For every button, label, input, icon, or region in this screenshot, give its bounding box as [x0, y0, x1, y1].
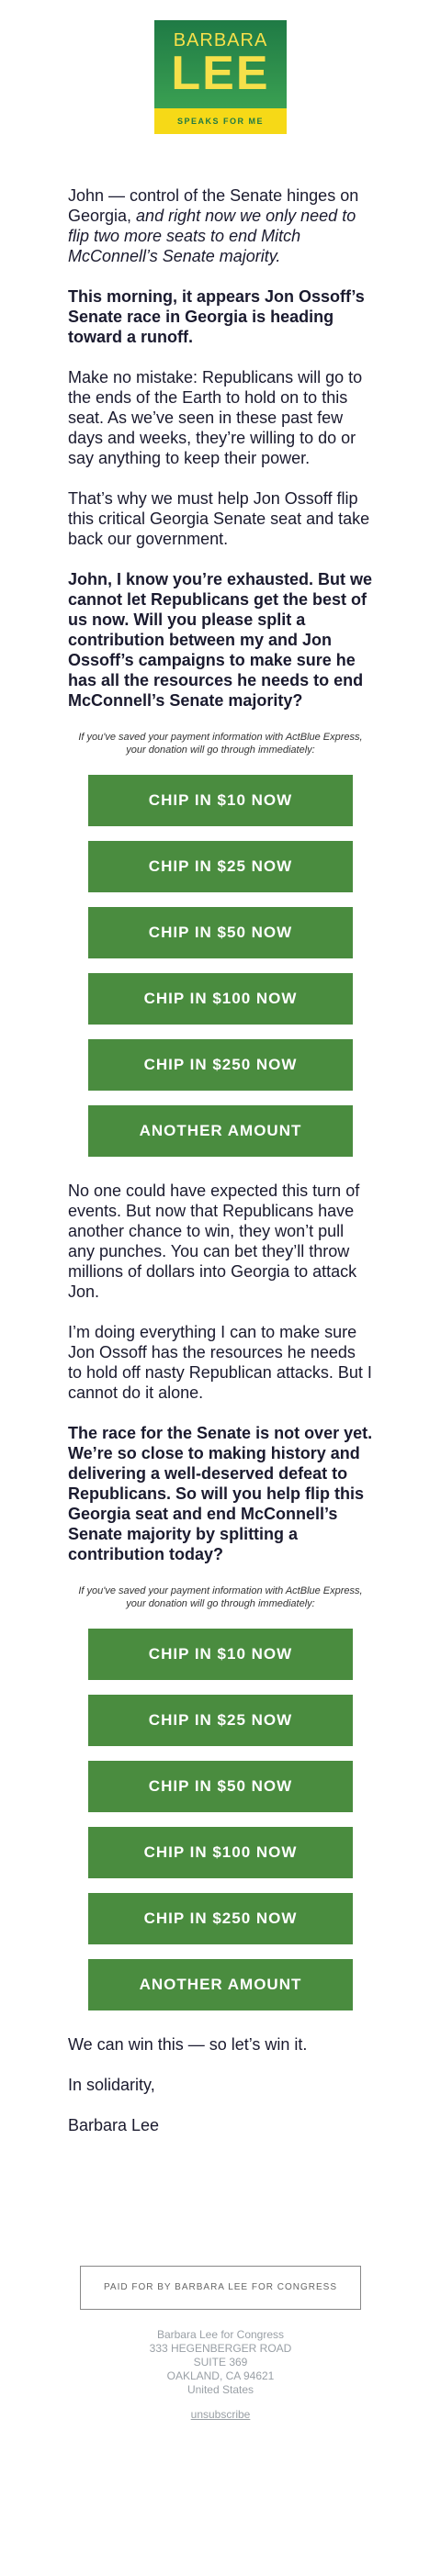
logo-first-name: BARBARA — [173, 30, 268, 50]
address-line: OAKLAND, CA 94621 — [166, 2369, 275, 2382]
barbara-lee-logo — [154, 20, 287, 134]
actblue-note-2: If you've saved your payment information with ActBlue Express, your donation will go through immediately: — [78, 1585, 363, 1609]
closing-line: We can win this — so let’s win it. — [68, 2035, 308, 2054]
intro-paragraph-1 — [68, 185, 373, 266]
sign-off: In solidarity, — [68, 2076, 155, 2094]
chip-in-100-button[interactable]: CHIP IN $100 NOW — [88, 973, 353, 1025]
intro-text: John — control of the Senate hinges on Georgia, — [68, 186, 359, 225]
intro-paragraph-3: Make no mistake: Republicans will go to the ends of the Earth to hold on to this seat. As we’ve seen in these past few days and weeks, they’re willing to do or say anything to keep their power. — [68, 368, 363, 467]
paid-for-disclaimer: PAID FOR BY BARBARA LEE FOR CONGRESS — [80, 2266, 361, 2310]
logo-last-name: LEE — [171, 47, 270, 100]
signature-name: Barbara Lee — [68, 2116, 160, 2134]
donation-buttons-group-2 — [68, 1629, 373, 2010]
donation-buttons-group-1 — [68, 775, 373, 1157]
chip-in-100-button[interactable]: CHIP IN $100 NOW — [88, 1827, 353, 1878]
chip-in-10-button[interactable]: CHIP IN $10 NOW — [88, 775, 353, 826]
chip-in-50-button[interactable]: CHIP IN $50 NOW — [88, 1761, 353, 1812]
address-line: SUITE 369 — [193, 2356, 248, 2369]
message-content — [0, 185, 441, 2135]
address-line: United States — [187, 2383, 254, 2396]
chip-in-25-button[interactable]: CHIP IN $25 NOW — [88, 841, 353, 892]
actblue-note: If you've saved your payment information with ActBlue Express, your donation will go through immediately: — [78, 732, 363, 756]
logo-tagline: SPEAKS FOR ME — [154, 108, 287, 134]
intro-paragraph-2: This morning, it appears Jon Ossoff’s Senate race in Georgia is heading toward a runoff. — [68, 287, 365, 346]
middle-paragraph-1: No one could have expected this turn of events. But now that Republicans have another chance to win, they won’t pull any punches. You can bet they’ll throw millions of dollars into Georgia to attack Jon. — [68, 1182, 360, 1301]
another-amount-button[interactable]: ANOTHER AMOUNT — [88, 1105, 353, 1157]
chip-in-10-button[interactable]: CHIP IN $10 NOW — [88, 1629, 353, 1680]
chip-in-25-button[interactable]: CHIP IN $25 NOW — [88, 1695, 353, 1746]
middle-paragraph-2: I’m doing everything I can to make sure Jon Ossoff has the resources he needs to hold off nasty Republican attacks. But I cannot do it alone. — [68, 1323, 372, 1402]
chip-in-250-button[interactable]: CHIP IN $250 NOW — [88, 1893, 353, 1944]
address-line: 333 HEGENBERGER ROAD — [149, 2342, 292, 2355]
middle-paragraph-3: The race for the Senate is not over yet. We’re so close to making history and delivering a well-deserved defeat to Republicans. So will you help flip this Georgia seat and end McConnell’s Senate majority by splitting a contribution today? — [68, 1424, 373, 1563]
chip-in-50-button[interactable]: CHIP IN $50 NOW — [88, 907, 353, 958]
intro-paragraph-4: That’s why we must help Jon Ossoff flip this critical Georgia Senate seat and take back our government. — [68, 489, 370, 548]
unsubscribe-link[interactable]: unsubscribe — [190, 2408, 251, 2421]
logo-top — [154, 20, 287, 108]
another-amount-button[interactable]: ANOTHER AMOUNT — [88, 1959, 353, 2010]
intro-paragraph-5: John, I know you’re exhausted. But we cannot let Republicans get the best of us now. Will you please split a contribution between my and Jon Ossoff’s campaigns to make sure he has all the resources he needs to end McConnell’s Senate majority? — [68, 570, 373, 710]
address-line: Barbara Lee for Congress — [156, 2328, 285, 2341]
chip-in-250-button[interactable]: CHIP IN $250 NOW — [88, 1039, 353, 1091]
mailing-address — [0, 2328, 441, 2397]
intro-italic-text: and right now we only need to flip two more seats to end Mitch McConnell’s Senate majority. — [68, 207, 356, 265]
email-body — [0, 20, 441, 2421]
